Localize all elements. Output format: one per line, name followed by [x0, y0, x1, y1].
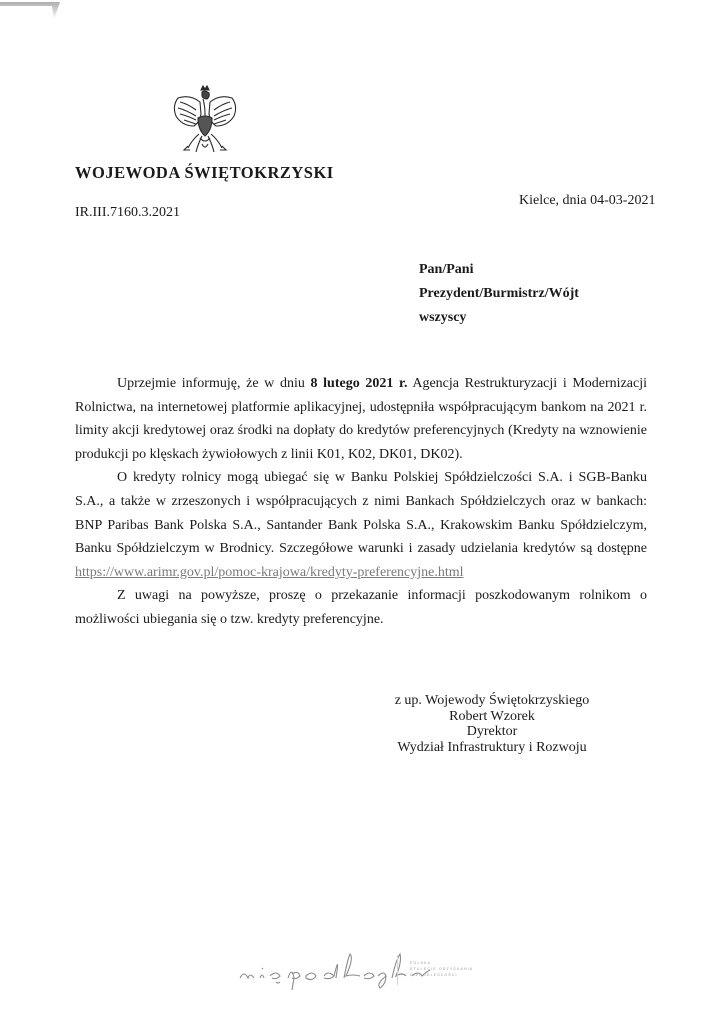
- office-title: WOJEWODA ŚWIĘTOKRZYSKI: [75, 163, 334, 182]
- paragraph-text: Agencja Restrukturyzacji i Modernizacji Rolnictwa, na internetowej platformie aplikacyjnej, udostępniła współpracującym bankom na 2021 r. limity akcji kredytowej oraz środki na dopłaty do kredytów preferencyjnych (Kredyty na wznowienie produkcji po klęskach żywiołowych z linii K01, K02, DK01, DK02).: [75, 376, 647, 462]
- signature-name: Robert Wzorek: [449, 708, 535, 724]
- recipient-line: wszyscy: [419, 310, 467, 325]
- recipient-line: Pan/Pani: [419, 262, 474, 277]
- case-reference: IR.III.7160.3.2021: [75, 205, 180, 220]
- place-and-date: Kielce, dnia 04-03-2021: [519, 193, 656, 208]
- niepodlegla-logo: [236, 948, 526, 990]
- paragraph-3: [75, 584, 647, 631]
- polish-eagle-emblem: [170, 84, 240, 158]
- date-emphasis: 8 lutego 2021 r.: [310, 376, 408, 391]
- scan-corner-mark: [0, 0, 62, 22]
- paragraph-2: [75, 466, 647, 584]
- paragraph-text: O kredyty rolnicy mogą ubiegać się w Banku Polskiej Spółdzielczości S.A. i SGB-Banku S.A., a także w zrzeszonych i współpracujących z nimi Bankach Spółdzielczych oraz w bankach: BNP Paribas Bank Polska S.A., Santander Bank Polska S.A., Krakowskim Banku Spółdzielczym, Banku Spółdzielczym w Brodnicy. Szczegółowe warunki i zasady udzielania kredytów są dostępne: [75, 470, 647, 557]
- signature-department: Wydział Infrastruktury i Rozwoju: [397, 739, 587, 755]
- footer-divider: [397, 955, 398, 985]
- paragraph-text: Uprzejmie informuję, że w dniu: [117, 376, 311, 391]
- recipient-line: Prezydent/Burmistrz/Wójt: [419, 286, 579, 301]
- letter-body: [75, 372, 647, 632]
- footer-logo-line: POLSKA: [410, 961, 432, 965]
- arimr-link[interactable]: https://www.arimr.gov.pl/pomoc-krajowa/kredyty-preferencyjne.html: [75, 564, 464, 580]
- footer-logo-line: STULECIE ODZYSKANIA: [410, 967, 474, 971]
- signature-position: Dyrektor: [466, 724, 518, 739]
- paragraph-text: Z uwagi na powyższe, proszę o przekazanie informacji poszkodowanym rolnikom o możliwości ubiegania się o tzw. kredyty preferencyjne.: [75, 588, 647, 627]
- recipient-block: [419, 258, 579, 330]
- signature-block: [370, 693, 614, 755]
- signature-line: z up. Wojewody Świętokrzyskiego: [394, 693, 590, 708]
- footer-logo-line: NIEPODLEGŁOŚCI: [410, 973, 458, 977]
- footer-logo-text: [410, 960, 473, 978]
- paragraph-1: [75, 372, 647, 466]
